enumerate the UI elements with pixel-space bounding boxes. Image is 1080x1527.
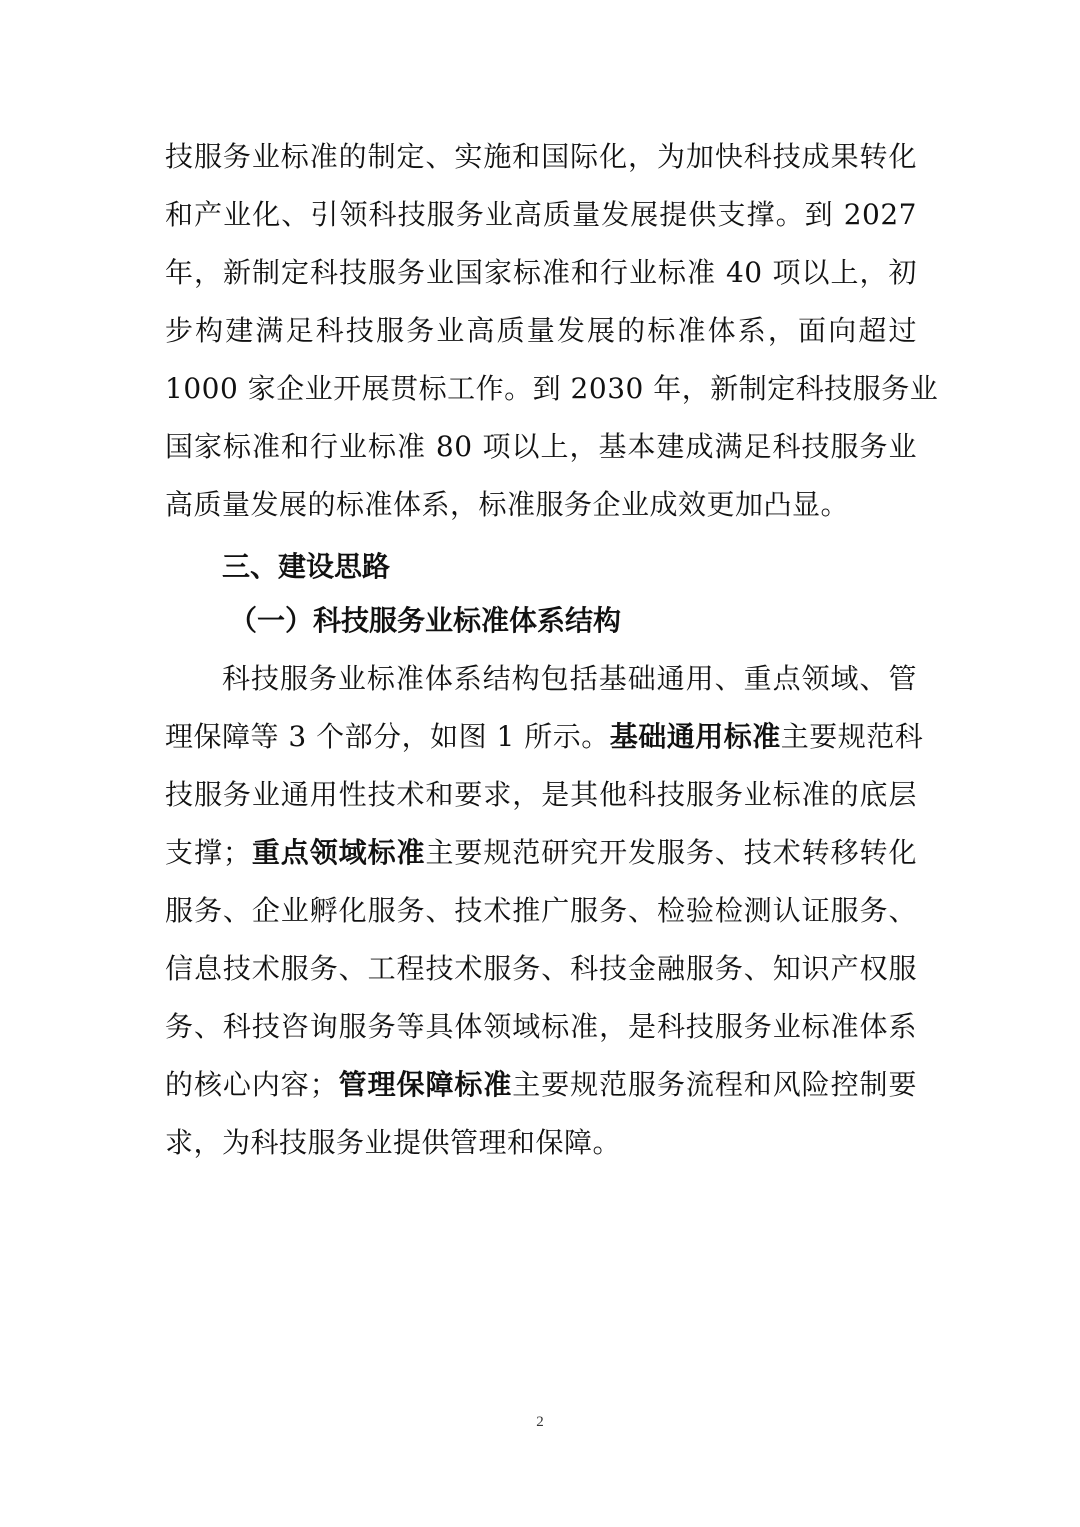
text-line: 技服务业标准的制定、实施和国际化，为加快科技成果转化 xyxy=(165,140,917,173)
text-run: 主要规范服务流程和风险控制要 xyxy=(512,1068,917,1101)
text-run: 的核心内容； xyxy=(165,1068,339,1101)
text-line: 国家标准和行业标准 80 项以上，基本建成满足科技服务业 xyxy=(165,430,917,463)
text-run: 支撑； xyxy=(165,836,252,869)
text-line xyxy=(165,1056,917,1114)
bold-term: 重点领域标准 xyxy=(251,836,426,869)
text-line xyxy=(165,824,917,882)
text-run: 主要规范研究开发服务、技术转移转化 xyxy=(425,836,917,869)
text-line: 信息技术服务、工程技术服务、科技金融服务、知识产权服 xyxy=(165,952,917,985)
bold-term: 管理保障标准 xyxy=(338,1068,513,1101)
text-run: 理保障等 3 个部分，如图 1 所示。 xyxy=(165,720,610,753)
bold-term: 基础通用标准 xyxy=(609,720,781,753)
text-line: 高质量发展的标准体系，标准服务企业成效更加凸显。 xyxy=(165,488,850,521)
text-line: 和产业化、引领科技服务业高质量发展提供支撑。到 2027 xyxy=(165,198,917,231)
text-line: 求，为科技服务业提供管理和保障。 xyxy=(165,1126,622,1159)
text-line: 科技服务业标准体系结构包括基础通用、重点领域、管 xyxy=(222,662,917,695)
text-line: 技服务业通用性技术和要求，是其他科技服务业标准的底层 xyxy=(165,778,917,811)
section-heading: 三、建设思路 xyxy=(222,550,391,583)
text-line: 务、科技咨询服务等具体领域标准，是科技服务业标准体系 xyxy=(165,1010,917,1043)
paragraph-targets xyxy=(165,128,939,534)
page-number: 2 xyxy=(536,1414,544,1430)
text-line: 1000 家企业开展贯标工作。到 2030 年，新制定科技服务业 xyxy=(165,372,939,405)
text-line: 服务、企业孵化服务、技术推广服务、检验检测认证服务、 xyxy=(165,894,917,927)
text-line: 步构建满足科技服务业高质量发展的标准体系，面向超过 xyxy=(165,314,917,347)
paragraph-structure xyxy=(165,650,924,1172)
page-content xyxy=(165,128,939,1172)
text-run: 主要规范科 xyxy=(780,720,924,753)
text-line xyxy=(165,708,924,766)
subsection-heading: （一）科技服务业标准体系结构 xyxy=(229,604,622,637)
text-line: 年，新制定科技服务业国家标准和行业标准 40 项以上，初 xyxy=(165,256,917,289)
